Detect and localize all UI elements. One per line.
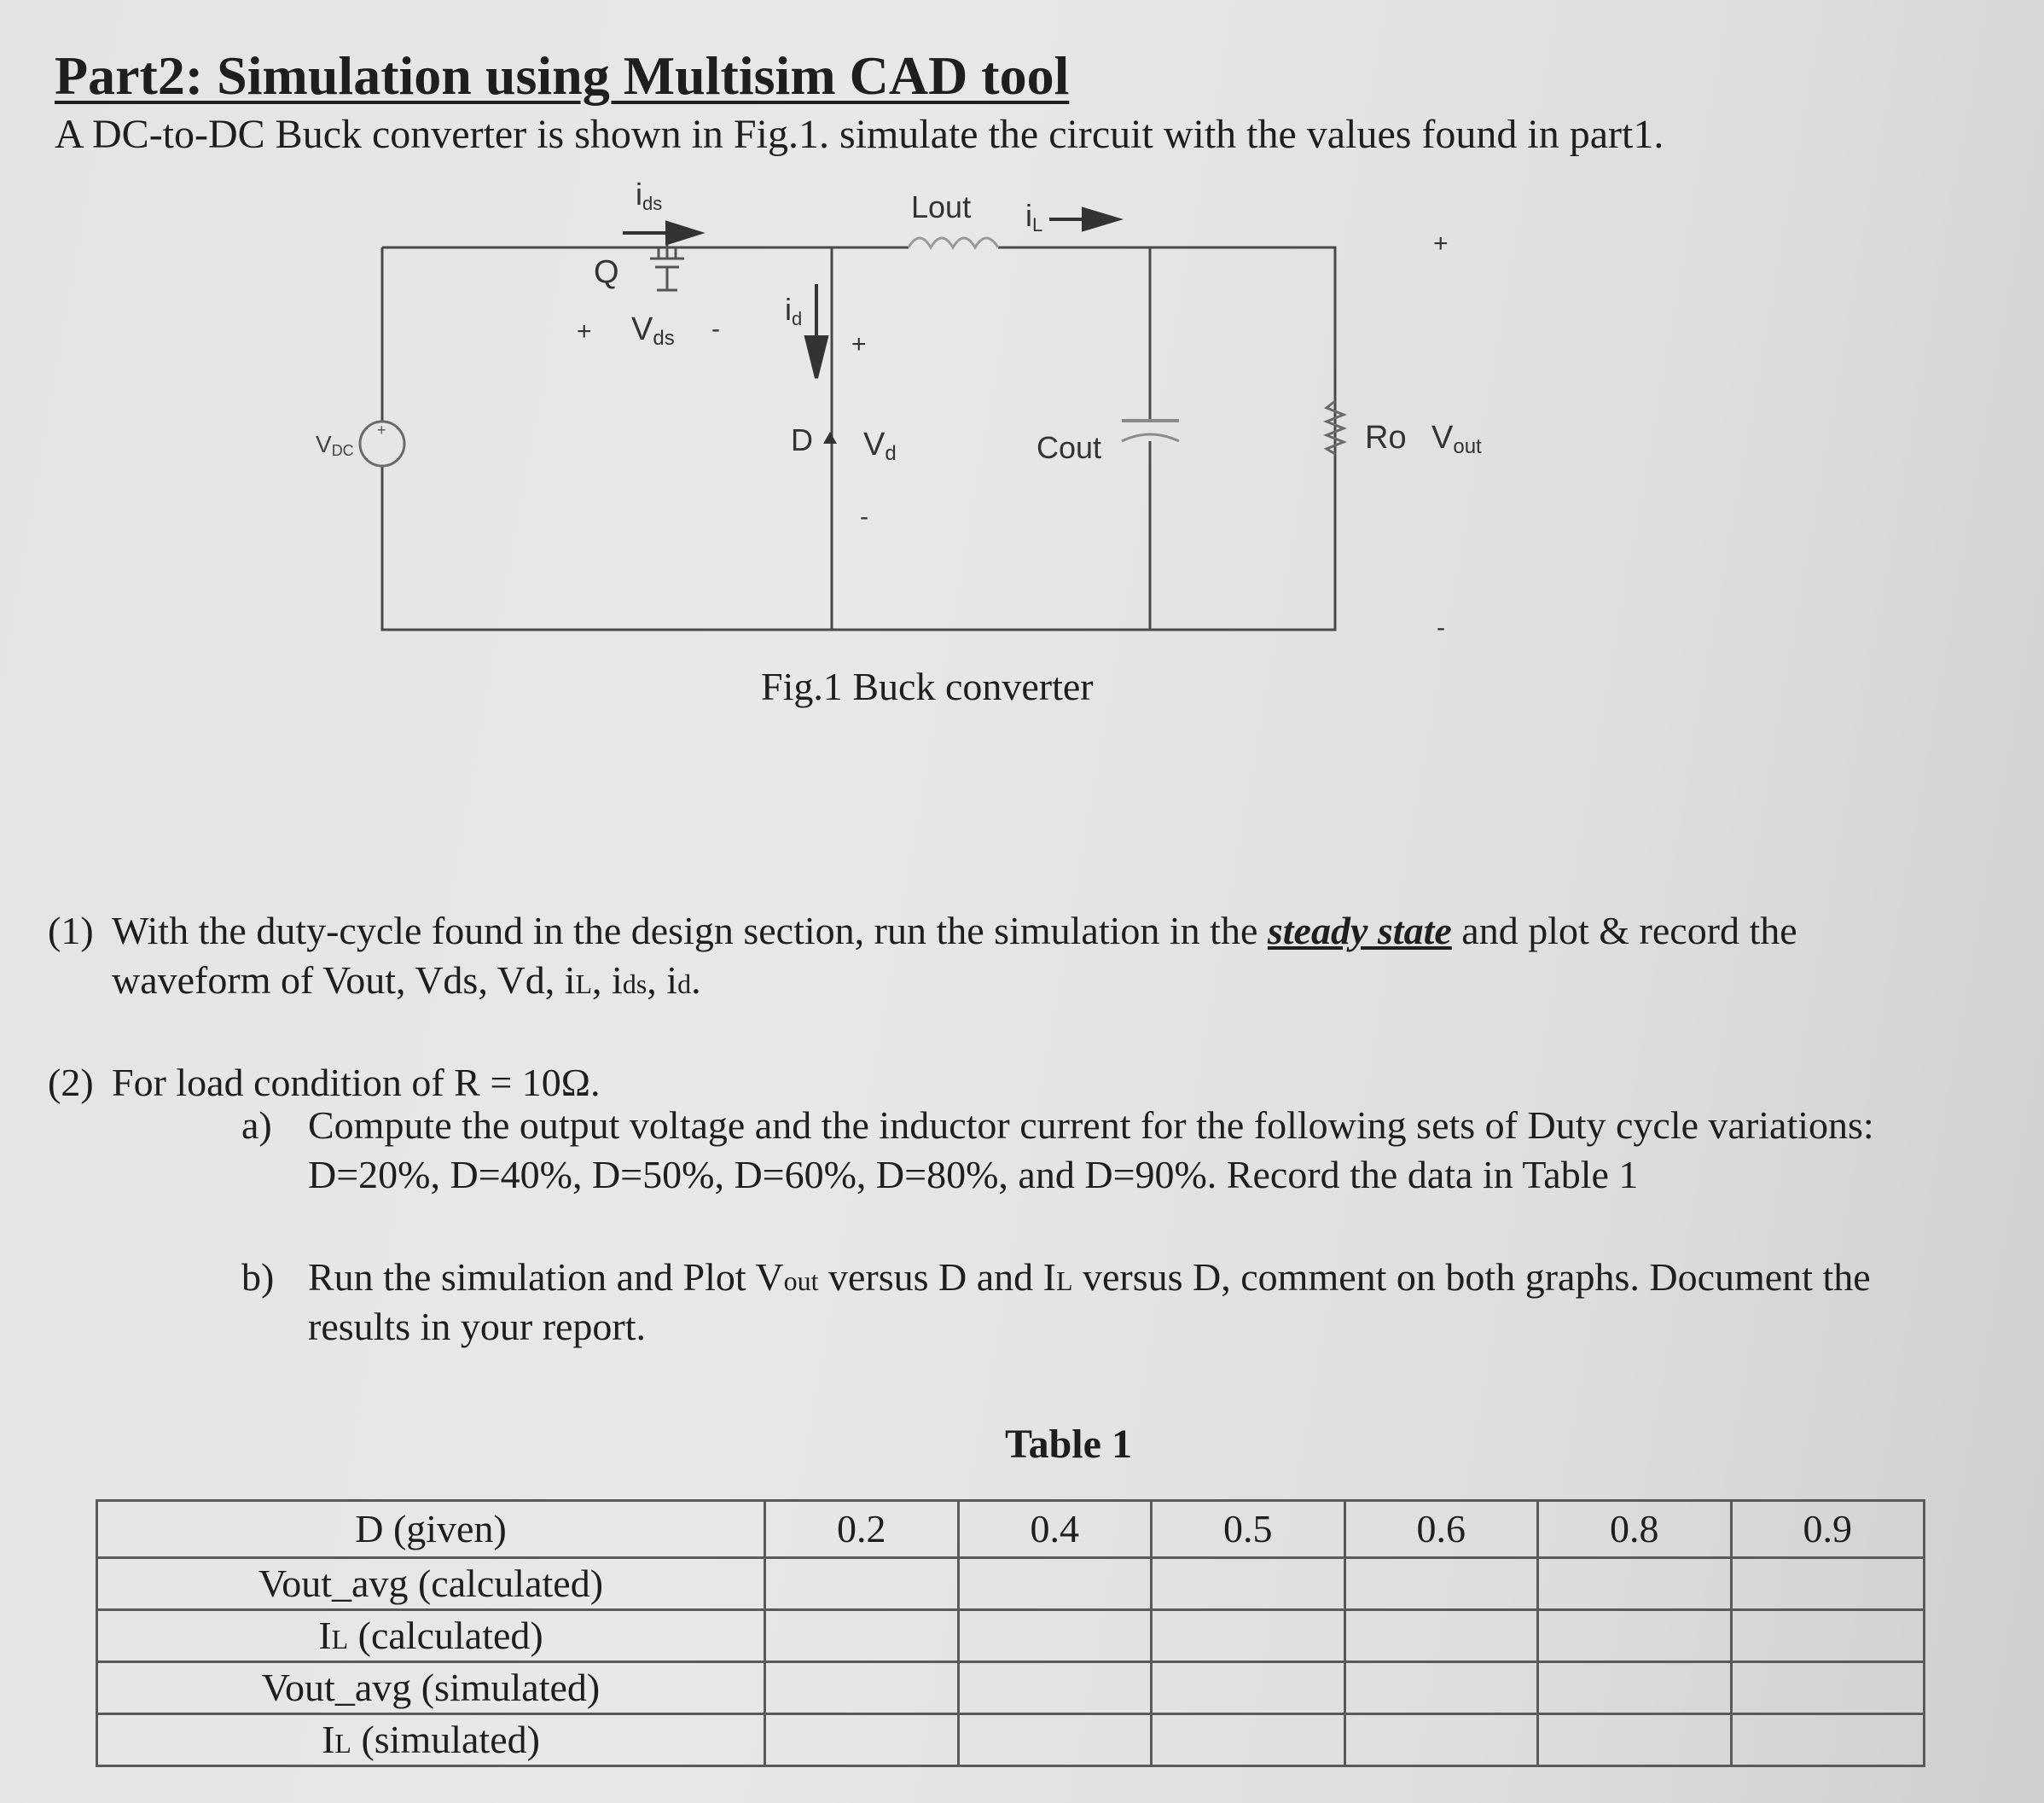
steady-state-emphasis: steady state	[1267, 909, 1452, 952]
table-cell[interactable]	[1344, 1714, 1538, 1766]
label-lout: Lout	[911, 189, 972, 224]
label-vdc: VDC	[316, 431, 354, 459]
page-title: Part2: Simulation using Multisim CAD tool	[55, 45, 1070, 106]
figure-caption: Fig.1 Buck converter	[761, 665, 1094, 708]
ids-arrow	[623, 223, 700, 243]
table-cell[interactable]	[1731, 1558, 1925, 1610]
table-cell[interactable]	[765, 1662, 959, 1714]
row-header: IL (calculated)	[97, 1610, 765, 1662]
table-title: Table 1	[1005, 1422, 1132, 1467]
table-cell[interactable]	[958, 1662, 1152, 1714]
table-cell[interactable]: 0.9	[1731, 1501, 1925, 1558]
row-header: Vout_avg (simulated)	[97, 1662, 765, 1714]
table-cell[interactable]	[1731, 1714, 1925, 1766]
table-cell[interactable]: 0.4	[958, 1501, 1152, 1558]
row-header: Vout_avg (calculated)	[97, 1558, 765, 1610]
table-cell[interactable]	[765, 1610, 959, 1662]
table-cell[interactable]: 0.6	[1344, 1501, 1538, 1558]
results-table	[96, 1499, 1925, 1767]
label-id: id	[785, 292, 803, 329]
table-cell[interactable]	[1731, 1610, 1925, 1662]
table-cell[interactable]	[958, 1558, 1152, 1610]
row-header: D (given)	[97, 1501, 765, 1558]
table-cell[interactable]	[1538, 1610, 1732, 1662]
table-cell[interactable]	[1538, 1714, 1732, 1766]
table-cell[interactable]	[1344, 1558, 1538, 1610]
table-cell[interactable]: 0.8	[1538, 1501, 1732, 1558]
label-il: iL	[1025, 198, 1043, 236]
table-cell[interactable]	[1152, 1714, 1345, 1766]
id-arrow	[806, 284, 827, 378]
table-cell[interactable]	[1344, 1662, 1538, 1714]
table-row	[97, 1714, 1925, 1766]
question-2a-text: Compute the output voltage and the inductor current for the following sets of Duty cycle variations: D=20%, D=40%, D=50%, D=60%, D=80%, and D=90%. Record the data in Table 1	[308, 1103, 1874, 1196]
table-cell[interactable]: 0.5	[1152, 1501, 1345, 1558]
table-cell[interactable]	[1731, 1662, 1925, 1714]
table-row	[97, 1610, 1925, 1662]
label-cout: Cout	[1037, 430, 1102, 465]
row-header: IL (simulated)	[97, 1714, 765, 1766]
table-cell[interactable]	[1344, 1610, 1538, 1662]
label-vout-minus: -	[1437, 614, 1445, 642]
inductor-symbol	[909, 238, 998, 247]
question-2b-label: b)	[241, 1255, 275, 1299]
label-vd-plus: +	[851, 330, 867, 358]
table-row	[97, 1662, 1925, 1714]
capacitor-plate-bottom	[1122, 434, 1179, 441]
mosfet-symbol	[650, 245, 684, 290]
table-cell[interactable]	[958, 1610, 1152, 1662]
label-ids: ids	[636, 177, 663, 214]
table-cell[interactable]	[1538, 1558, 1732, 1610]
label-vds: Vds	[631, 311, 675, 350]
table-cell[interactable]	[765, 1714, 959, 1766]
question-2a-label: a)	[241, 1103, 272, 1147]
table-cell[interactable]	[958, 1714, 1152, 1766]
question-1-number: (1)	[48, 909, 94, 952]
label-vds-minus: -	[711, 315, 720, 343]
label-vd-minus: -	[860, 503, 868, 531]
table-cell[interactable]	[1152, 1662, 1345, 1714]
label-q: Q	[594, 254, 619, 290]
buck-converter-diagram	[290, 166, 1518, 661]
label-vd: Vd	[863, 427, 897, 465]
table-row	[97, 1501, 1925, 1558]
il-arrow	[1049, 209, 1118, 230]
dc-source-plus: +	[377, 422, 386, 439]
table-row	[97, 1558, 1925, 1610]
question-2b-text: Run the simulation and Plot Vout versus D and IL versus D, comment on both graphs. Document the results in your report.	[308, 1255, 1871, 1348]
table-cell[interactable]	[1152, 1610, 1345, 1662]
label-d: D	[791, 422, 813, 457]
label-vout: Vout	[1431, 420, 1482, 458]
table-cell[interactable]	[1152, 1558, 1345, 1610]
intro-text: A DC-to-DC Buck converter is shown in Fig.1. simulate the circuit with the values found in part1.	[55, 112, 1664, 157]
diode-symbol	[823, 432, 837, 444]
table-cell[interactable]	[765, 1558, 959, 1610]
table-cell[interactable]: 0.2	[765, 1501, 959, 1558]
label-vout-plus: +	[1433, 230, 1449, 258]
question-2-number: (2)	[48, 1061, 94, 1104]
question-1-text: With the duty-cycle found in the design section, run the simulation in the steady state and plot & record the waveform of Vout, Vds, Vd, iL, ids, id.	[112, 909, 1797, 1002]
label-vds-plus: +	[577, 317, 592, 346]
label-ro: Ro	[1365, 420, 1407, 456]
table-cell[interactable]	[1538, 1662, 1732, 1714]
question-2-text: For load condition of R = 10Ω.	[112, 1061, 601, 1104]
wire-top-right	[382, 247, 1335, 630]
